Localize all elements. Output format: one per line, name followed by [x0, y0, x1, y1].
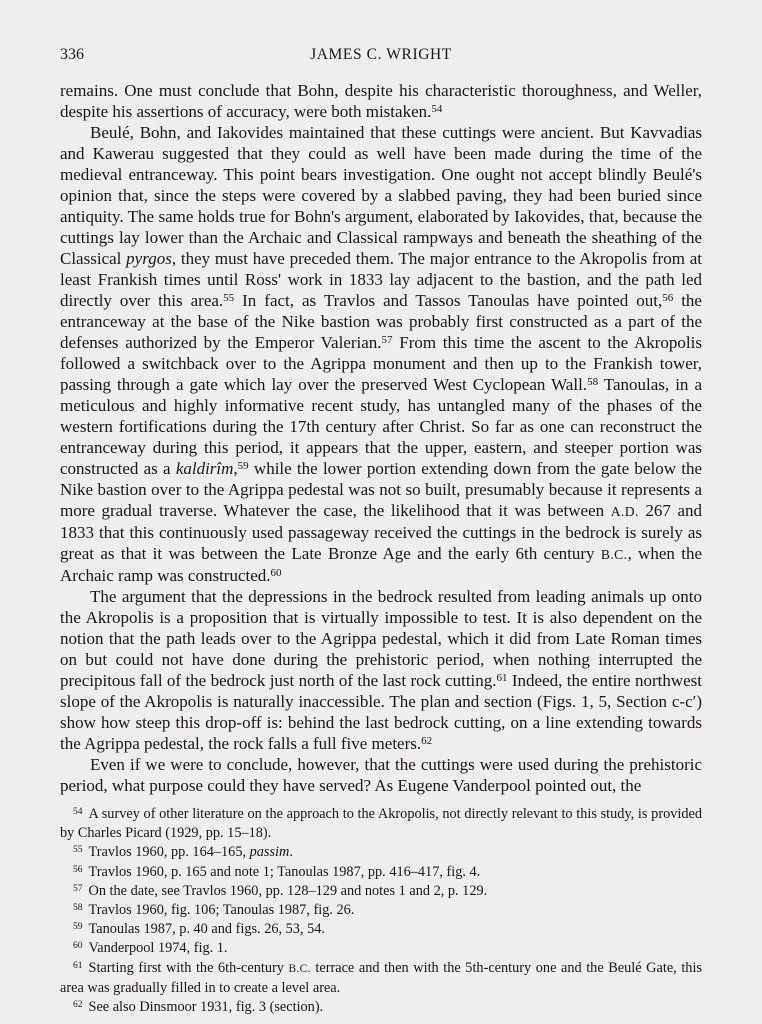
text-run: Travlos 1960, pp. 164–165, — [88, 844, 250, 861]
footnote-number: 55 — [73, 845, 83, 856]
footnote — [60, 998, 702, 1017]
text-run: passim — [249, 844, 290, 861]
text-run: The argument that the depressions in the bedrock resulted from leading animals up onto the Akropolis is a proposition that is virtually impossible to test. It is also dependent on the notion that the path leads over to the Agrippa pedestal, which it did from Late Roman times on but could not have done during the prehistoric period, when nothing interrupted the precipitous fall of the bedrock just north of the last rock cutting. — [60, 587, 702, 690]
footnote — [60, 882, 702, 901]
footnote-reference: 60 — [270, 567, 282, 579]
footnote-number: 60 — [73, 941, 83, 952]
text-run: remains. One must conclude that Bohn, despite his characteristic thoroughness, and Weller, despite his assertions of accuracy, were both mistaken. — [60, 81, 702, 121]
article-body — [60, 80, 702, 796]
text-run: Beulé, Bohn, and Iakovides maintained that these cuttings were ancient. But Kavvadias and Kawerau suggested that they could as well have been made during the time of the medieval entranceway. This point bears investigation. One ought not accept blindly Beulé's opinion that, since the steps were covered by a slabbed paving, they had been buried since antiquity. The same holds true for Bohn's argument, elaborated by Iakovides, that, because the cuttings lay lower than the Archaic and Classical rampways and beneath the sheathing of the Classical — [60, 123, 702, 268]
footnote — [60, 843, 702, 862]
footnote-number: 58 — [73, 903, 83, 914]
text-run: 267 and 1833 that this continuously used passageway received the cuttings in the bedrock is surely as great as that it was between the Late Bronze Age and the early 6th century — [60, 501, 703, 563]
footnote-number: 54 — [73, 807, 83, 817]
text-run: pyrgos — [126, 249, 172, 268]
text-run: , when the Archaic ramp was constructed. — [60, 544, 702, 585]
footnote-number: 59 — [73, 922, 83, 933]
footnote-number: 56 — [73, 864, 83, 875]
text-run: the entranceway at the base of the Nike bastion was probably first constructed as a part of the defenses authorized by the Emperor Valerian. — [60, 291, 702, 352]
running-head: JAMES C. WRIGHT — [310, 46, 452, 63]
text-run: From this time the ascent to the Akropolis followed a switchback over to the Agrippa monument and then up to the Frankish tower, passing through a gate which lay over the preserved West Cyclopean Wall. — [60, 333, 702, 394]
text-run: A survey of other literature on the approach to the Akropolis, not directly relevant to this study, is provided by Charles Picard (1929, pp. 15–18). — [60, 806, 702, 842]
text-run: Even if we were to conclude, however, that the cuttings were used during the prehistoric period, what purpose could they have served? As Eugene Vanderpool pointed out, the — [60, 755, 702, 795]
footnote-reference: 54 — [431, 103, 443, 115]
body-paragraph — [60, 122, 702, 586]
text-run: terrace and then with the 5th-century one and the Beulé Gate, this area was gradually filled in to create a level area. — [60, 959, 702, 996]
text-run: kaldirîm — [175, 459, 234, 478]
footnote-reference: 59 — [237, 460, 249, 472]
text-run: . — [289, 844, 293, 861]
page-header — [60, 46, 702, 67]
footnotes-section — [60, 805, 702, 1017]
footnote — [60, 863, 702, 882]
footnote — [60, 901, 702, 920]
footnote — [60, 805, 702, 843]
text-run: B.C. — [288, 962, 311, 975]
body-paragraph — [60, 754, 702, 796]
footnote-reference: 58 — [587, 376, 599, 388]
body-paragraph — [60, 586, 702, 754]
text-run: , — [233, 459, 238, 478]
text-run: On the date, see Travlos 1960, pp. 128–129 and notes 1 and 2, p. 129. — [88, 882, 488, 899]
text-run: Starting first with the 6th-century — [88, 959, 289, 976]
footnote-reference: 57 — [381, 334, 393, 346]
text-run: In fact, as Travlos and Tassos Tanoulas have pointed out, — [234, 291, 663, 310]
footnote — [60, 920, 702, 939]
text-run: Indeed, the entire northwest slope of the Akropolis is naturally inaccessible. The plan and section (Figs. 1, 5, Section c-c′) show how steep this drop-off is: behind the last bedrock cutting, on a line extending towards the Agrippa pedestal, the rock falls a full five meters. — [60, 671, 702, 753]
footnote-reference: 62 — [421, 735, 433, 747]
text-run: B.C. — [600, 547, 628, 562]
text-run: A.D. — [610, 504, 639, 519]
text-run: , they must have preceded them. The major entrance to the Akropolis from at least Frankish times until Ross' work in 1833 lay adjacent to the bastion, and the path led directly over this area. — [60, 249, 702, 310]
footnote-reference: 55 — [223, 292, 235, 304]
footnote — [60, 959, 702, 998]
text-run: Travlos 1960, p. 165 and note 1; Tanoulas 1987, pp. 416–417, fig. 4. — [88, 863, 481, 880]
footnote — [60, 939, 702, 958]
text-run: Tanoulas 1987, p. 40 and figs. 26, 53, 54. — [88, 921, 325, 938]
body-paragraph — [60, 80, 702, 122]
text-run: See also Dinsmoor 1931, fig. 3 (section). — [88, 999, 324, 1016]
footnote-number: 57 — [73, 883, 83, 894]
page-number: 336 — [60, 46, 84, 63]
text-run: Tanoulas, in a meticulous and highly informative recent study, has untangled many of the phases of the western fortifications during the 17th century after Christ. So far as one can reconstruct the entranceway during this period, it appears that the upper, eastern, and steeper portion was constructed as a — [60, 375, 703, 478]
text-run: Travlos 1960, fig. 106; Tanoulas 1987, fig. 26. — [88, 902, 355, 919]
footnote-number: 62 — [73, 1000, 83, 1011]
text-run: Vanderpool 1974, fig. 1. — [88, 940, 228, 957]
text-run: while the lower portion extending down from the gate below the Nike bastion over to the Agrippa pedestal was not so built, presumably because it represents a more gradual traverse. Whatever the case, the likelihood that it was between — [60, 459, 702, 520]
footnote-reference: 61 — [496, 672, 508, 684]
footnote-reference: 56 — [662, 292, 674, 304]
footnote-number: 61 — [73, 960, 83, 971]
